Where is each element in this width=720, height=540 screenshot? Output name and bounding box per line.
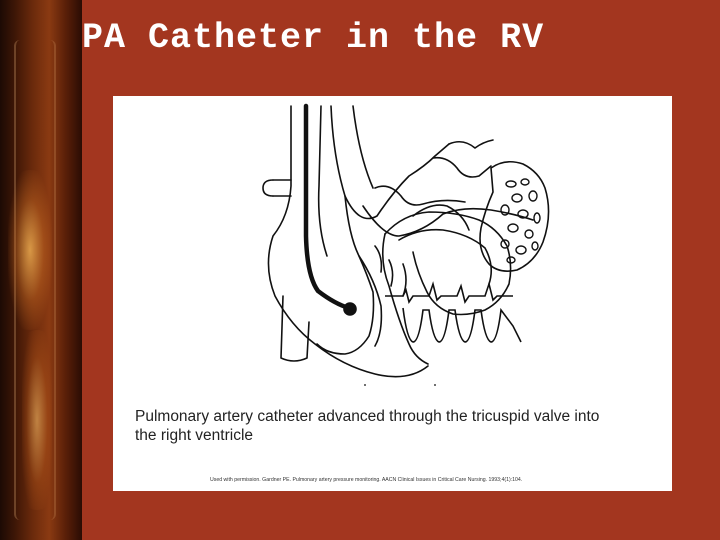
figure-caption: Pulmonary artery catheter advanced through the tricuspid valve into the right ventricle (135, 408, 600, 444)
heart-diagram-figure (113, 96, 672, 491)
figure-credit: Used with permission. Gardner PE. Pulmonary artery pressure monitoring. AACN Clinical Issues in Critical Care Nursing. 1993;4(1):104. (210, 477, 523, 483)
lung-lobe (480, 162, 549, 271)
pressure-waveform (385, 284, 521, 342)
catheter-line (306, 106, 349, 308)
left-ventricle-wall (385, 212, 511, 315)
pulmonary-branch-upper (433, 140, 493, 177)
lung-alveoli (501, 179, 540, 263)
svc-wall-right (319, 106, 327, 256)
slide-title: PA Catheter in the RV (82, 18, 545, 58)
ivc-vessel (281, 296, 309, 361)
side-vessel (263, 180, 273, 196)
catheter-balloon-tip (344, 303, 356, 315)
tick-marks (365, 384, 435, 386)
pulmonary-branch-lower (375, 186, 465, 205)
svc-wall-left (268, 106, 428, 377)
decorative-glass-image (0, 0, 82, 540)
